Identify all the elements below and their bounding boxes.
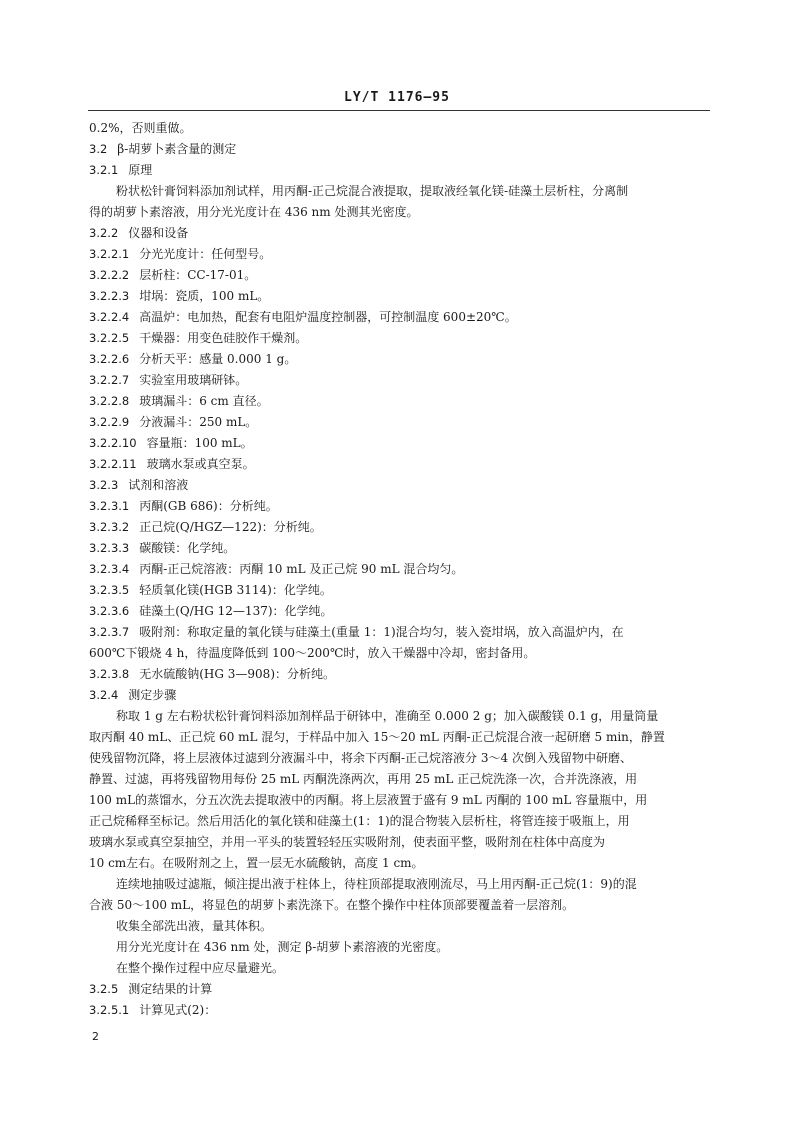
section-number: 3.2.2.2 (89, 268, 130, 282)
line-text: 计算见式(2)： (139, 1003, 217, 1017)
section-number: 3.2.3.1 (89, 499, 130, 513)
section-line (89, 979, 711, 1000)
line-text: 轻质氧化镁(HGB 3114)：化学纯。 (139, 583, 332, 597)
section-line (89, 223, 711, 244)
line-text: 玻璃水泵或真空泵抽空，并用一平头的装置轻轻压实吸附剂，使表面平整，吸附剂在柱体中高度为 (89, 835, 606, 849)
section-number: 3.2.2 (89, 226, 119, 240)
section-line (89, 370, 711, 391)
section-number: 3.2.3 (89, 478, 119, 492)
section-line (89, 685, 711, 706)
section-line (89, 328, 711, 349)
line-text: 测定步骤 (128, 688, 177, 702)
section-number: 3.2.2.11 (89, 457, 137, 471)
section-number: 3.2.4 (89, 688, 119, 702)
line-text: 称取 1 g 左右粉状松针膏饲料添加剂样品于研钵中，准确至 0.000 2 g；加入碳酸镁 0.1 g，用量筒量 (116, 709, 659, 723)
section-line (89, 349, 711, 370)
section-line (89, 391, 711, 412)
line-text: 硅藻土(Q/HG 12—137)：化学纯。 (139, 604, 333, 618)
section-line (89, 538, 711, 559)
section-number: 3.2.3.7 (89, 625, 130, 639)
section-number: 3.2.2.4 (89, 310, 130, 324)
line-text: 合液 50～100 mL，将显色的胡萝卜素洗涤下。在整个操作中柱体顶部要覆盖着一层溶剂。 (89, 898, 575, 912)
body-text-line (89, 958, 711, 979)
section-line (89, 517, 711, 538)
line-text: 仪器和设备 (128, 226, 189, 240)
section-line (89, 265, 711, 286)
body-text-line (89, 181, 711, 202)
line-text: 层析柱：CC-17-01。 (139, 268, 257, 282)
document-body (89, 118, 711, 1021)
section-line (89, 307, 711, 328)
section-line (89, 496, 711, 517)
line-text: 容量瓶：100 mL。 (146, 436, 253, 450)
section-number: 3.2.2.5 (89, 331, 130, 345)
section-number: 3.2.1 (89, 163, 119, 177)
section-line (89, 475, 711, 496)
line-text: 试剂和溶液 (128, 478, 189, 492)
body-text-line (89, 643, 711, 664)
line-text: 分析天平：感量 0.000 1 g。 (139, 352, 297, 366)
line-text: 丙酮(GB 686)：分析纯。 (139, 499, 278, 513)
section-number: 3.2.2.10 (89, 436, 137, 450)
section-number: 3.2.2.3 (89, 289, 130, 303)
section-number: 3.2.3.6 (89, 604, 130, 618)
section-line (89, 1000, 711, 1021)
section-number: 3.2.2.9 (89, 415, 130, 429)
body-text-line (89, 706, 711, 727)
page-number: 2 (92, 1030, 99, 1043)
section-line (89, 244, 711, 265)
line-text: 测定结果的计算 (128, 982, 213, 996)
body-text-line (89, 832, 711, 853)
line-text: 粉状松针膏饲料添加剂试样，用丙酮-正己烷混合液提取，提取液经氧化镁-硅藻土层析柱，分离制 (116, 184, 629, 198)
body-text-line (89, 895, 711, 916)
body-text-line (89, 853, 711, 874)
header-rule (88, 110, 710, 111)
section-number: 3.2.2.6 (89, 352, 130, 366)
line-text: 静置、过滤，再将残留物用每份 25 mL 丙酮洗涤两次，再用 25 mL 正己烷洗涤一次，合并洗涤液，用 (89, 772, 638, 786)
section-line (89, 580, 711, 601)
section-line (89, 601, 711, 622)
line-text: 碳酸镁：化学纯。 (139, 541, 236, 555)
section-number: 3.2.2.8 (89, 394, 130, 408)
body-text-line (89, 790, 711, 811)
section-line (89, 664, 711, 685)
line-text: 正己烷稀释至标记。然后用活化的氧化镁和硅藻土(1：1)的混合物装入层析柱，将管连接于吸瓶上，用 (89, 814, 630, 828)
body-text-line (89, 874, 711, 895)
line-text: 无水硫酸钠(HG 3—908)：分析纯。 (139, 667, 336, 681)
section-number: 3.2.3.8 (89, 667, 130, 681)
section-number: 3.2.3.3 (89, 541, 130, 555)
section-line (89, 286, 711, 307)
body-text-line (89, 937, 711, 958)
line-text: 玻璃水泵或真空泵。 (146, 457, 255, 471)
line-text: 分液漏斗：250 mL。 (139, 415, 258, 429)
body-text-line (89, 727, 711, 748)
line-text: 实验室用玻璃研钵。 (139, 373, 248, 387)
line-text: 使残留物沉降，将上层液体过滤到分液漏斗中，将余下丙酮-正己烷溶液分 3～4 次倒入残留物中研磨、 (89, 751, 632, 765)
line-text: 丙酮-正己烷溶液：丙酮 10 mL 及正己烷 90 mL 混合均匀。 (139, 562, 464, 576)
line-text: 坩埚：瓷质，100 mL。 (139, 289, 270, 303)
line-text: 吸附剂：称取定量的氧化镁与硅藻土(重量 1：1)混合均匀，装入瓷坩埚，放入高温炉内，在 (139, 625, 624, 639)
document-code-header: LY/T 1176—95 (344, 90, 450, 105)
section-line (89, 433, 711, 454)
section-number: 3.2.3.4 (89, 562, 130, 576)
section-number: 3.2.3.2 (89, 520, 130, 534)
body-text-line (89, 811, 711, 832)
body-text-line (89, 916, 711, 937)
section-number: 3.2.5 (89, 982, 119, 996)
line-text: 0.2%，否则重做。 (89, 121, 192, 135)
line-text: 用分光光度计在 436 nm 处，测定 β-胡萝卜素溶液的光密度。 (116, 940, 449, 954)
line-text: 分光光度计：任何型号。 (139, 247, 272, 261)
line-text: 收集全部洗出液，量其体积。 (116, 919, 273, 933)
line-text: 取丙酮 40 mL、正己烷 60 mL 混匀，于样品中加入 15～20 mL 丙酮-正己烷混合液一起研磨 5 min，静置 (89, 730, 665, 744)
line-text: β-胡萝卜素含量的测定 (117, 142, 237, 156)
line-text: 得的胡萝卜素溶液，用分光光度计在 436 nm 处测其光密度。 (89, 205, 419, 219)
line-text: 干燥器：用变色硅胶作干燥剂。 (139, 331, 308, 345)
section-line (89, 559, 711, 580)
line-text: 100 mL的蒸馏水，分五次洗去提取液中的丙酮。将上层液置于盛有 9 mL 丙酮的 100 mL 容量瓶中，用 (89, 793, 648, 807)
body-text-line (89, 202, 711, 223)
section-line (89, 412, 711, 433)
section-number: 3.2.3.5 (89, 583, 130, 597)
line-text: 玻璃漏斗：6 cm 直径。 (139, 394, 269, 408)
line-text: 原理 (128, 163, 153, 177)
section-line (89, 622, 711, 643)
section-line (89, 139, 711, 160)
section-number: 3.2 (89, 142, 108, 156)
line-text: 在整个操作过程中应尽量避光。 (116, 961, 285, 975)
section-line (89, 454, 711, 475)
section-line (89, 160, 711, 181)
line-text: 10 cm左右。在吸附剂之上，置一层无水硫酸钠，高度 1 cm。 (89, 856, 424, 870)
body-text-line (89, 769, 711, 790)
section-number: 3.2.2.7 (89, 373, 130, 387)
section-number: 3.2.5.1 (89, 1003, 130, 1017)
line-text: 正己烷(Q/HGZ—122)：分析纯。 (139, 520, 322, 534)
body-text-line (89, 748, 711, 769)
line-text: 连续地抽吸过滤瓶，倾注提出液于柱体上，待柱顶部提取液刚流尽，马上用丙酮-正己烷(1：9)的混 (116, 877, 637, 891)
body-text-line (89, 118, 711, 139)
section-number: 3.2.2.1 (89, 247, 130, 261)
line-text: 高温炉：电加热，配套有电阻炉温度控制器，可控制温度 600±20℃。 (139, 310, 517, 324)
line-text: 600℃下锻烧 4 h，待温度降低到 100～200℃时，放入干燥器中冷却，密封备用。 (89, 646, 536, 660)
